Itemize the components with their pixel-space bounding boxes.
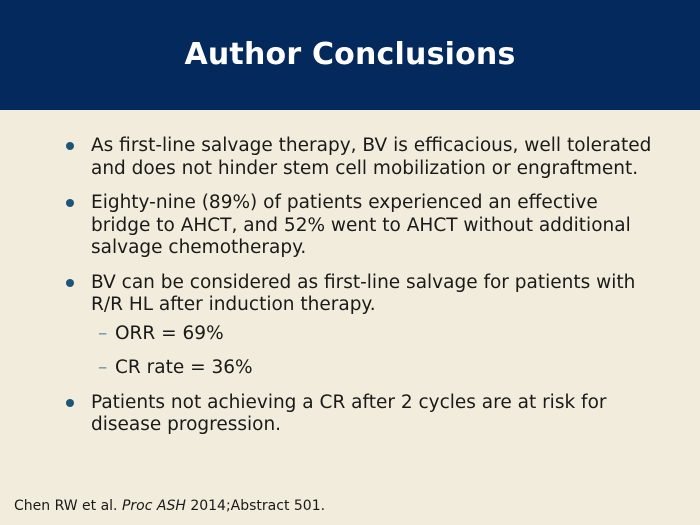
bullet-dot-icon (66, 199, 74, 207)
dash-icon: – (98, 357, 108, 378)
dash-icon: – (98, 322, 108, 344)
bullet-item (62, 392, 662, 437)
bullet-dot-icon (66, 142, 74, 150)
bullet-text: Patients not achieving a CR after 2 cycles are at risk for disease progression. (91, 391, 607, 435)
bullet-item (62, 135, 662, 180)
bullet-item (62, 192, 662, 260)
bullet-list (62, 135, 662, 449)
bullet-item (62, 272, 662, 317)
bullet-text: Eighty-nine (89%) of patients experienced an effective bridge to AHCT, and 52% went to AHCT without additional salvage chemotherapy. (91, 192, 631, 258)
sub-bullet-item (62, 323, 662, 346)
bullet-dot-icon (66, 399, 74, 407)
sub-bullet-text: ORR = 69% (115, 322, 224, 344)
title-bar (0, 0, 700, 110)
sub-bullet-item (62, 357, 662, 380)
slide-title: Author Conclusions (184, 36, 516, 72)
citation-journal: Proc ASH (121, 498, 186, 514)
citation (14, 498, 325, 514)
bullet-text: As first-line salvage therapy, BV is efficacious, well tolerated and does not hinder stem cell mobilization or engraftment. (91, 135, 652, 179)
bullet-text: BV can be considered as first-line salvage for patients with R/R HL after induction therapy. (91, 271, 636, 315)
sub-bullet-text: CR rate = 36% (115, 357, 253, 378)
bullet-dot-icon (66, 279, 74, 287)
citation-authors: Chen RW et al. (14, 498, 118, 514)
citation-details: 2014;Abstract 501. (190, 498, 326, 514)
